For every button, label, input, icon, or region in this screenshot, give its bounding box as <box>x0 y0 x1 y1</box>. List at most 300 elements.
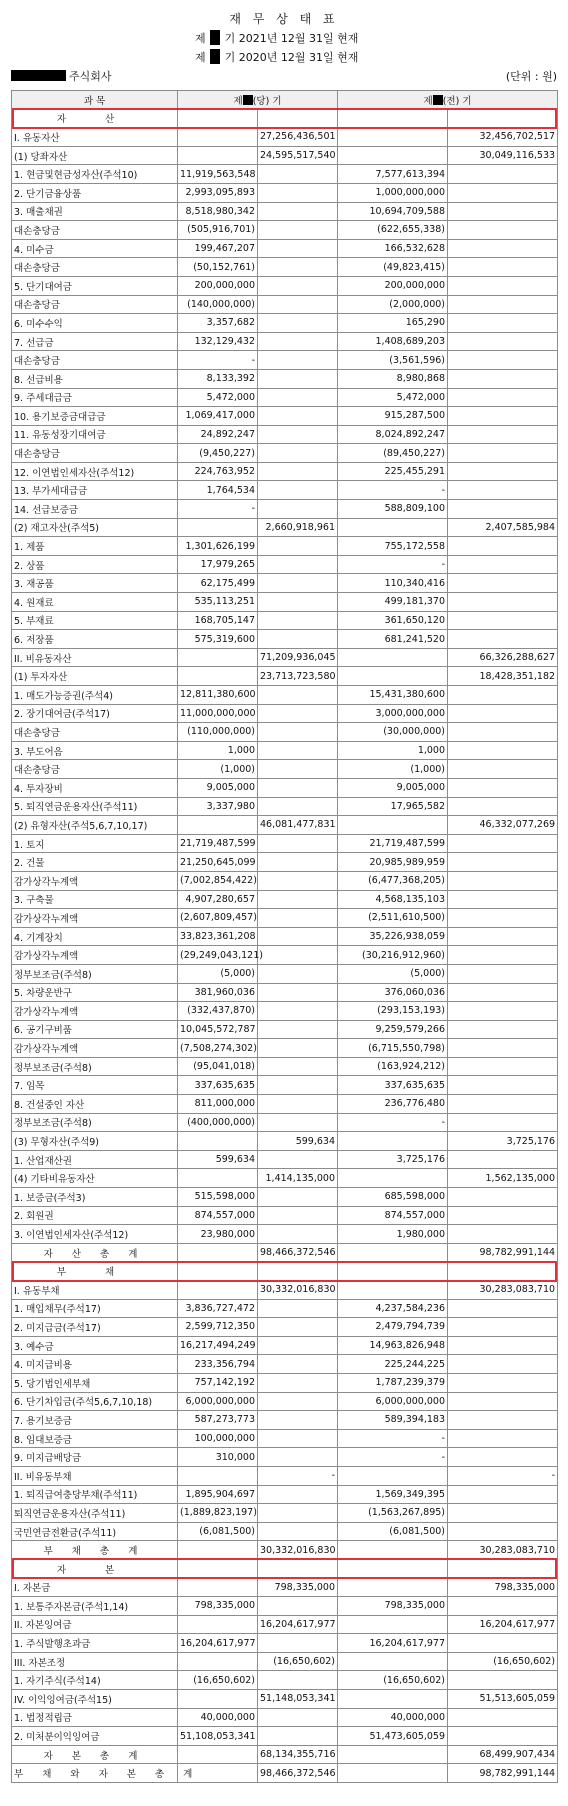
prior-total <box>448 444 558 463</box>
row-label: 감가상각누계액 <box>12 1002 178 1021</box>
row-label: 6. 공기구비품 <box>12 1020 178 1039</box>
row-label: 6. 미수수익 <box>12 314 178 333</box>
prior-detail: (30,000,000) <box>338 723 448 742</box>
current-detail: (1,889,823,197) <box>178 1504 258 1523</box>
prior-total <box>448 909 558 928</box>
row-label: 4. 기계장치 <box>12 927 178 946</box>
prior-detail: 21,719,487,599 <box>338 834 448 853</box>
table-row <box>12 1448 558 1467</box>
prior-total <box>448 1188 558 1207</box>
row-label: 퇴직연금운용자산(주석11) <box>12 1504 178 1523</box>
prior-total <box>448 741 558 760</box>
prior-detail <box>338 146 448 165</box>
current-detail: 10,045,572,787 <box>178 1020 258 1039</box>
prior-total <box>448 165 558 184</box>
table-row <box>12 1113 558 1132</box>
prior-total <box>448 183 558 202</box>
current-total <box>258 1206 338 1225</box>
prior-detail: - <box>338 1448 448 1467</box>
current-total <box>258 834 338 853</box>
row-label: (2) 유형자산(주석5,6,7,10,17) <box>12 816 178 835</box>
table-row <box>12 332 558 351</box>
prior-total <box>448 797 558 816</box>
current-detail <box>178 648 258 667</box>
current-detail: 233,356,794 <box>178 1355 258 1374</box>
current-total <box>258 1336 338 1355</box>
prior-detail: (2,511,610,500) <box>338 909 448 928</box>
current-total <box>258 314 338 333</box>
current-detail: 575,319,600 <box>178 630 258 649</box>
row-label: 7. 선급금 <box>12 332 178 351</box>
table-row <box>12 909 558 928</box>
prior-total <box>448 407 558 426</box>
table-row <box>12 964 558 983</box>
prior-total <box>448 1727 558 1746</box>
prior-detail: 110,340,416 <box>338 574 448 593</box>
prior-detail: 589,394,183 <box>338 1411 448 1430</box>
row-label: 1. 매입채무(주석17) <box>12 1299 178 1318</box>
current-total <box>258 946 338 965</box>
current-detail: 24,892,247 <box>178 425 258 444</box>
row-label: 부 채 와 자 본 총 계 <box>12 1764 178 1783</box>
section-row <box>12 109 558 128</box>
prior-detail: 681,241,520 <box>338 630 448 649</box>
table-row <box>12 314 558 333</box>
current-total <box>258 239 338 258</box>
current-detail: 4,907,280,657 <box>178 890 258 909</box>
prior-total <box>448 1392 558 1411</box>
current-detail: 3,836,727,472 <box>178 1299 258 1318</box>
current-detail: 337,635,635 <box>178 1076 258 1095</box>
prior-detail: - <box>338 1429 448 1448</box>
table-row <box>12 276 558 295</box>
current-detail: 11,000,000,000 <box>178 704 258 723</box>
current-total <box>258 1299 338 1318</box>
prior-total <box>448 1336 558 1355</box>
prior-total <box>448 1373 558 1392</box>
table-row <box>12 481 558 500</box>
prior-total <box>448 946 558 965</box>
current-total: 46,081,477,831 <box>258 816 338 835</box>
current-total <box>258 1188 338 1207</box>
current-total <box>258 1522 338 1541</box>
current-detail: (1,000) <box>178 760 258 779</box>
prior-detail: 4,237,584,236 <box>338 1299 448 1318</box>
prior-total <box>448 332 558 351</box>
row-label: 2. 회원권 <box>12 1206 178 1225</box>
prior-total <box>448 388 558 407</box>
current-total <box>258 1448 338 1467</box>
prior-detail: 7,577,613,394 <box>338 165 448 184</box>
current-total: 16,204,617,977 <box>258 1615 338 1634</box>
row-label: 3. 매출채권 <box>12 202 178 221</box>
prior-total <box>448 1057 558 1076</box>
row-label: 자 본 <box>12 1559 178 1578</box>
prior-detail: 1,980,000 <box>338 1225 448 1244</box>
prior-total: 30,283,083,710 <box>448 1281 558 1300</box>
current-detail: 2,599,712,350 <box>178 1318 258 1337</box>
current-total <box>258 183 338 202</box>
header-item: 과 목 <box>12 91 178 110</box>
current-detail: (505,916,701) <box>178 221 258 240</box>
row-label: (4) 기타비유동자산 <box>12 1169 178 1188</box>
current-detail <box>178 1466 258 1485</box>
row-label: 대손충당금 <box>12 760 178 779</box>
prior-total: 30,283,083,710 <box>448 1541 558 1560</box>
prior-detail: 8,024,892,247 <box>338 425 448 444</box>
table-row <box>12 648 558 667</box>
row-label: 9. 미지급배당금 <box>12 1448 178 1467</box>
prior-total <box>448 611 558 630</box>
prior-detail: (293,153,193) <box>338 1002 448 1021</box>
prior-detail <box>338 1281 448 1300</box>
prior-detail: (2,000,000) <box>338 295 448 314</box>
current-detail: 200,000,000 <box>178 276 258 295</box>
prior-detail: (1,000) <box>338 760 448 779</box>
table-row <box>12 1708 558 1727</box>
prior-total: (16,650,602) <box>448 1652 558 1671</box>
current-detail <box>178 1169 258 1188</box>
current-detail: 3,357,682 <box>178 314 258 333</box>
table-row <box>12 871 558 890</box>
prior-detail: 1,000,000,000 <box>338 183 448 202</box>
current-detail: 587,273,773 <box>178 1411 258 1430</box>
table-row <box>12 1485 558 1504</box>
prior-total <box>448 1522 558 1541</box>
table-row <box>12 686 558 705</box>
prior-total <box>448 258 558 277</box>
row-label: 4. 미지급비용 <box>12 1355 178 1374</box>
statement-title: 재 무 상 태 표 <box>229 12 339 26</box>
row-label: (2) 재고자산(주석5) <box>12 518 178 537</box>
table-row <box>12 1466 558 1485</box>
current-detail: 23,980,000 <box>178 1225 258 1244</box>
current-total <box>258 630 338 649</box>
prior-total <box>448 1002 558 1021</box>
current-total: 24,595,517,540 <box>258 146 338 165</box>
row-label: 6. 저장품 <box>12 630 178 649</box>
current-detail: 16,204,617,977 <box>178 1634 258 1653</box>
current-total: 98,466,372,546 <box>258 1764 338 1783</box>
prior-detail <box>338 1764 448 1783</box>
current-detail: 535,113,251 <box>178 593 258 612</box>
row-label: I. 유동부채 <box>12 1281 178 1300</box>
current-detail <box>178 146 258 165</box>
current-total <box>258 1392 338 1411</box>
unit-label: (단위 : 원) <box>505 70 557 83</box>
table-row <box>12 611 558 630</box>
current-total: 599,634 <box>258 1132 338 1151</box>
current-detail <box>178 109 258 128</box>
total-row <box>12 1764 558 1783</box>
table-row <box>12 723 558 742</box>
row-label: 3. 이연법인세자산(주석12) <box>12 1225 178 1244</box>
row-label: 11. 유동성장기대여금 <box>12 425 178 444</box>
row-label: IV. 이익잉여금(주석15) <box>12 1690 178 1709</box>
current-detail <box>178 1615 258 1634</box>
table-row <box>12 1206 558 1225</box>
current-detail: 310,000 <box>178 1448 258 1467</box>
table-row <box>12 555 558 574</box>
table-row <box>12 1727 558 1746</box>
redaction-block <box>210 30 220 45</box>
table-row <box>12 128 558 147</box>
prior-total: 98,782,991,144 <box>448 1764 558 1783</box>
row-label: 9. 주세대급금 <box>12 388 178 407</box>
row-label: 4. 미수금 <box>12 239 178 258</box>
current-total <box>258 741 338 760</box>
prior-detail: 165,290 <box>338 314 448 333</box>
prior-detail: 9,005,000 <box>338 778 448 797</box>
prior-total: 32,456,702,517 <box>448 128 558 147</box>
current-total <box>258 1504 338 1523</box>
prior-detail <box>338 1541 448 1560</box>
row-label: II. 비유동자산 <box>12 648 178 667</box>
current-detail: 11,919,563,548 <box>178 165 258 184</box>
table-row <box>12 574 558 593</box>
current-detail <box>178 1690 258 1709</box>
table-row <box>12 983 558 1002</box>
prior-total: 68,499,907,434 <box>448 1745 558 1764</box>
prior-detail <box>338 1169 448 1188</box>
prior-total: 1,562,135,000 <box>448 1169 558 1188</box>
table-row <box>12 1225 558 1244</box>
current-total <box>258 369 338 388</box>
current-detail: (7,508,274,302) <box>178 1039 258 1058</box>
current-detail: 1,000 <box>178 741 258 760</box>
row-label: 3. 예수금 <box>12 1336 178 1355</box>
current-total <box>258 853 338 872</box>
row-label: 2. 단기금융상품 <box>12 183 178 202</box>
row-label: 감가상각누계액 <box>12 909 178 928</box>
table-row <box>12 1429 558 1448</box>
current-detail: 1,069,417,000 <box>178 407 258 426</box>
prior-total <box>448 314 558 333</box>
table-row <box>12 1355 558 1374</box>
section-row <box>12 1262 558 1281</box>
prior-detail: 874,557,000 <box>338 1206 448 1225</box>
row-label: 14. 선급보증금 <box>12 500 178 519</box>
row-label: 5. 당기법인세부채 <box>12 1373 178 1392</box>
prior-detail: 6,000,000,000 <box>338 1392 448 1411</box>
current-period-line: 제 기 2021년 12월 31일 현재 <box>195 32 359 45</box>
company-name: 주식회사 <box>11 68 112 84</box>
table-row <box>12 407 558 426</box>
prior-detail: (89,450,227) <box>338 444 448 463</box>
current-detail: 168,705,147 <box>178 611 258 630</box>
current-detail: 381,960,036 <box>178 983 258 1002</box>
current-detail: 811,000,000 <box>178 1095 258 1114</box>
row-label: 2. 장기대여금(주석17) <box>12 704 178 723</box>
row-label: (3) 무형자산(주석9) <box>12 1132 178 1151</box>
prior-detail: 1,787,239,379 <box>338 1373 448 1392</box>
prior-detail: 14,963,826,948 <box>338 1336 448 1355</box>
current-total <box>258 258 338 277</box>
prior-detail: (49,823,415) <box>338 258 448 277</box>
prior-total <box>448 1206 558 1225</box>
table-row <box>12 1615 558 1634</box>
balance-sheet-table <box>11 90 558 1783</box>
current-detail: (140,000,000) <box>178 295 258 314</box>
table-row <box>12 630 558 649</box>
current-total <box>258 574 338 593</box>
table-row <box>12 760 558 779</box>
current-total: (16,650,602) <box>258 1652 338 1671</box>
table-row <box>12 834 558 853</box>
prior-total <box>448 834 558 853</box>
prior-detail: 200,000,000 <box>338 276 448 295</box>
current-total: 2,660,918,961 <box>258 518 338 537</box>
current-total <box>258 1355 338 1374</box>
prior-total <box>448 723 558 742</box>
row-label: 1. 보증금(주석3) <box>12 1188 178 1207</box>
prior-detail: (163,924,212) <box>338 1057 448 1076</box>
prior-total <box>448 927 558 946</box>
current-total <box>258 351 338 370</box>
prior-detail <box>338 1466 448 1485</box>
prior-total <box>448 1671 558 1690</box>
row-label: 대손충당금 <box>12 351 178 370</box>
table-body <box>12 109 558 1782</box>
prior-total <box>448 1113 558 1132</box>
prior-period-line: 제 기 2020년 12월 31일 현재 <box>195 51 359 64</box>
table-row <box>12 1150 558 1169</box>
prior-detail: (5,000) <box>338 964 448 983</box>
prior-total <box>448 1634 558 1653</box>
row-label: 7. 용기보증금 <box>12 1411 178 1430</box>
current-total: - <box>258 1466 338 1485</box>
current-total <box>258 1020 338 1039</box>
prior-detail: 20,985,989,959 <box>338 853 448 872</box>
current-detail <box>178 518 258 537</box>
prior-total <box>448 1039 558 1058</box>
prior-total <box>448 202 558 221</box>
table-row <box>12 1076 558 1095</box>
row-label: 정부보조금(주석8) <box>12 1057 178 1076</box>
current-detail <box>178 128 258 147</box>
prior-total <box>448 221 558 240</box>
table-row <box>12 500 558 519</box>
prior-total <box>448 1485 558 1504</box>
prior-total: - <box>448 1466 558 1485</box>
current-total <box>258 1373 338 1392</box>
prior-detail: 9,259,579,266 <box>338 1020 448 1039</box>
prior-total <box>448 574 558 593</box>
redaction-block <box>243 95 253 105</box>
prior-total <box>448 704 558 723</box>
prior-detail: 40,000,000 <box>338 1708 448 1727</box>
current-detail <box>178 1559 258 1578</box>
table-row <box>12 816 558 835</box>
prior-total <box>448 686 558 705</box>
current-detail: 757,142,192 <box>178 1373 258 1392</box>
table-row <box>12 1020 558 1039</box>
row-label: (1) 투자자산 <box>12 667 178 686</box>
prior-total <box>448 462 558 481</box>
table-row <box>12 927 558 946</box>
prior-total: 18,428,351,182 <box>448 667 558 686</box>
row-label: 감가상각누계액 <box>12 946 178 965</box>
table-row <box>12 388 558 407</box>
current-total <box>258 276 338 295</box>
prior-total <box>448 1318 558 1337</box>
current-detail <box>178 816 258 835</box>
row-label: 대손충당금 <box>12 723 178 742</box>
table-row <box>12 593 558 612</box>
table-row <box>12 1057 558 1076</box>
current-total <box>258 1002 338 1021</box>
prior-detail: 236,776,480 <box>338 1095 448 1114</box>
prior-total <box>448 369 558 388</box>
prior-detail: 588,809,100 <box>338 500 448 519</box>
table-row <box>12 221 558 240</box>
prior-detail <box>338 648 448 667</box>
prior-detail: 3,725,176 <box>338 1150 448 1169</box>
prior-total: 3,725,176 <box>448 1132 558 1151</box>
row-label: 정부보조금(주석8) <box>12 1113 178 1132</box>
row-label: 감가상각누계액 <box>12 871 178 890</box>
table-row <box>12 1132 558 1151</box>
row-label: 5. 퇴직연금운용자산(주석11) <box>12 797 178 816</box>
prior-detail: (6,081,500) <box>338 1522 448 1541</box>
current-detail <box>178 1243 258 1262</box>
prior-total <box>448 555 558 574</box>
current-detail: 12,811,380,600 <box>178 686 258 705</box>
current-detail: 515,598,000 <box>178 1188 258 1207</box>
prior-detail: 4,568,135,103 <box>338 890 448 909</box>
current-detail <box>178 1578 258 1597</box>
prior-detail: 1,000 <box>338 741 448 760</box>
current-total <box>258 1597 338 1616</box>
table-row <box>12 1392 558 1411</box>
current-total <box>258 593 338 612</box>
table-row <box>12 667 558 686</box>
prior-total <box>448 537 558 556</box>
prior-total <box>448 1708 558 1727</box>
current-detail: 132,129,432 <box>178 332 258 351</box>
table-row <box>12 462 558 481</box>
row-label: 2. 건물 <box>12 853 178 872</box>
current-total: 23,713,723,580 <box>258 667 338 686</box>
current-total: 1,414,135,000 <box>258 1169 338 1188</box>
prior-total <box>448 853 558 872</box>
current-total <box>258 1634 338 1653</box>
current-detail: 62,175,499 <box>178 574 258 593</box>
table-row <box>12 369 558 388</box>
prior-total <box>448 1299 558 1318</box>
current-total <box>258 1671 338 1690</box>
current-total: 798,335,000 <box>258 1578 338 1597</box>
prior-detail: - <box>338 555 448 574</box>
current-detail: 40,000,000 <box>178 1708 258 1727</box>
row-label: 8. 임대보증금 <box>12 1429 178 1448</box>
prior-total <box>448 630 558 649</box>
table-row <box>12 295 558 314</box>
prior-detail: 1,569,349,395 <box>338 1485 448 1504</box>
prior-detail <box>338 1262 448 1281</box>
current-total <box>258 1095 338 1114</box>
prior-detail: (6,715,550,798) <box>338 1039 448 1058</box>
current-total <box>258 444 338 463</box>
prior-total <box>448 239 558 258</box>
current-total <box>258 109 338 128</box>
current-detail <box>178 1281 258 1300</box>
table-row <box>12 1578 558 1597</box>
total-row <box>12 1745 558 1764</box>
prior-detail <box>338 1615 448 1634</box>
prior-detail: (6,477,368,205) <box>338 871 448 890</box>
row-label: 13. 부가세대급금 <box>12 481 178 500</box>
